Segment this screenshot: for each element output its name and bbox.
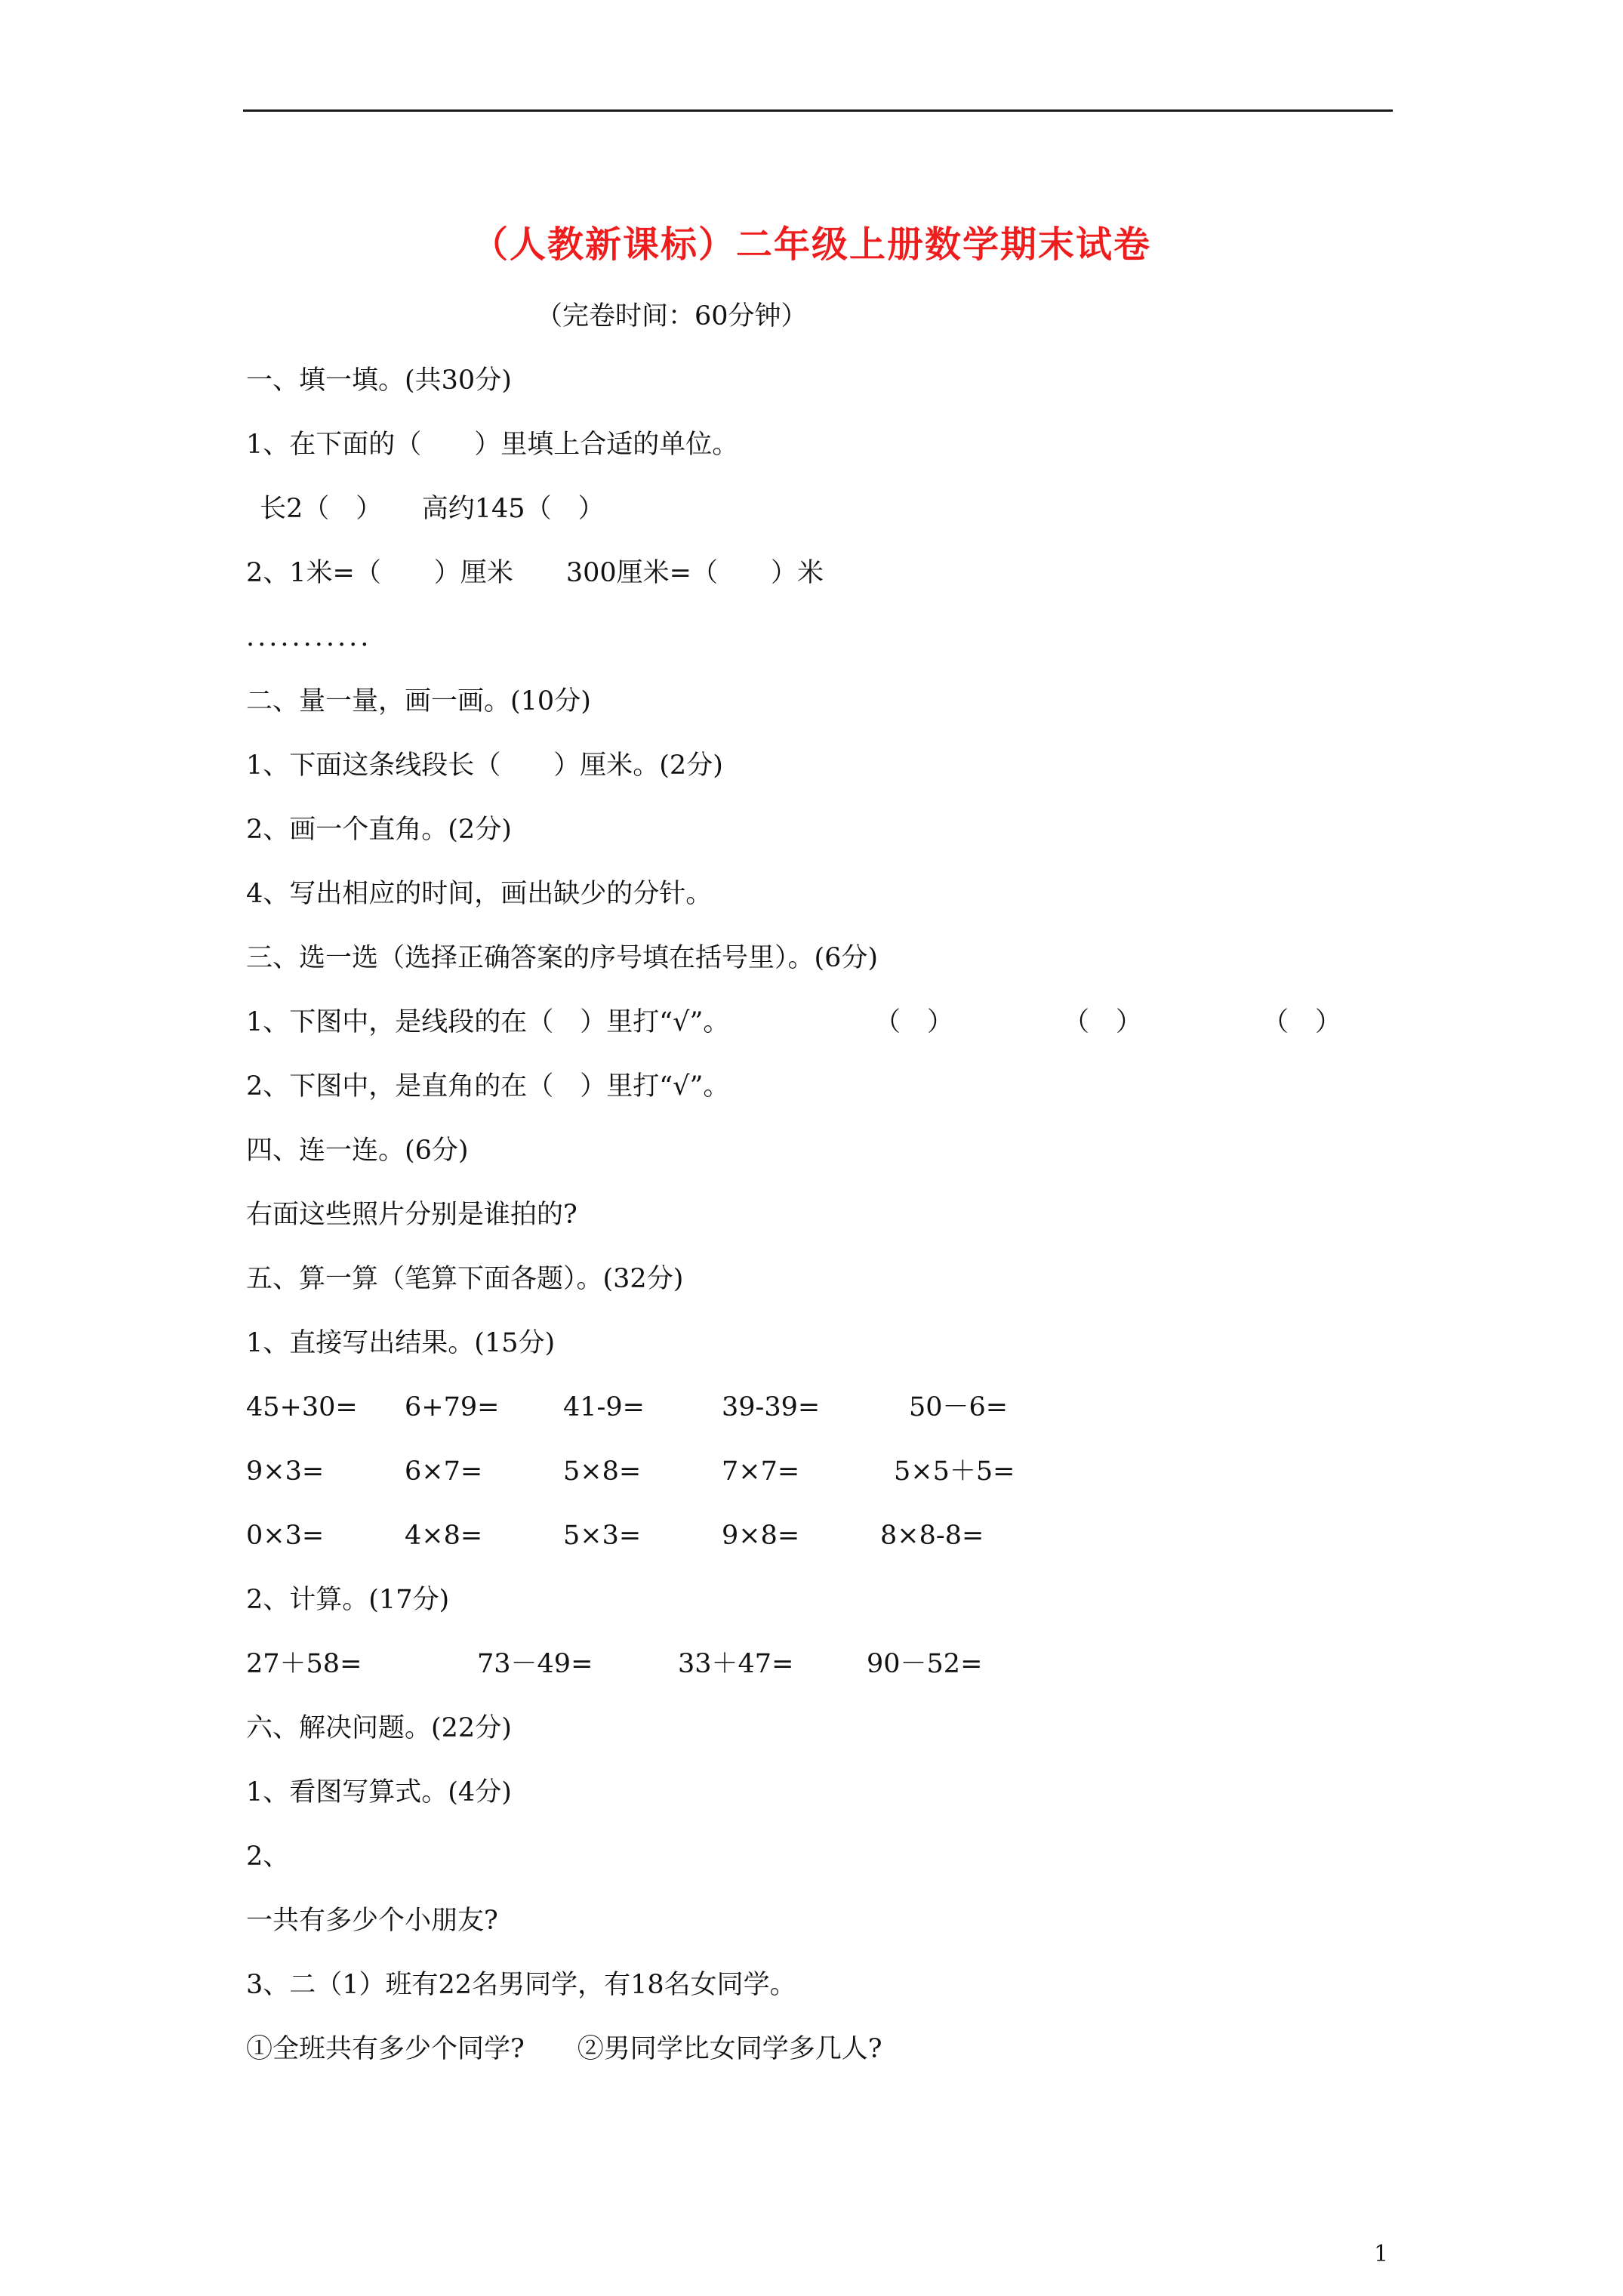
calc-item: 6×7= (405, 1456, 483, 1487)
exam-time: （完卷时间：60分钟） (536, 301, 808, 331)
section6-q3: 3、二（1）班有22名男同学，有18名女同学。 (246, 1970, 796, 2000)
page-title: （人教新课标）二年级上册数学期末试卷 (471, 223, 1151, 266)
section6-heading: 六、解决问题。(22分) (246, 1713, 512, 1743)
section3-q2: 2、下图中，是直角的在（ ）里打“√”。 (246, 1071, 730, 1102)
section4-question: 右面这些照片分别是谁拍的? (246, 1200, 577, 1230)
calc-item: 33＋47= (678, 1649, 794, 1679)
header-rule (243, 109, 1393, 112)
calc-item: 8×8-8= (880, 1521, 984, 1551)
calc-item: 39-39= (722, 1392, 821, 1422)
section6-q2: 2、 (246, 1841, 290, 1872)
calc-item: 73－49= (477, 1649, 593, 1679)
section1-q2: 2、1米=（ ）厘米 300厘米=（ ）米 (246, 558, 824, 588)
section2-heading: 二、量一量，画一画。(10分) (246, 686, 591, 717)
section3-heading: 三、选一选（选择正确答案的序号填在括号里）。(6分) (246, 943, 879, 973)
section3-q1-blank: （ ） (1262, 1007, 1342, 1037)
section1-heading: 一、填一填。(共30分) (246, 365, 512, 396)
section3-q1-blank: （ ） (874, 1007, 954, 1037)
section4-heading: 四、连一连。(6分) (246, 1136, 469, 1166)
calc-item: 7×7= (722, 1456, 800, 1487)
calc-item: 27＋58= (246, 1649, 362, 1679)
section6-q1: 1、看图写算式。(4分) (246, 1777, 512, 1808)
section3-q1: 1、下图中，是线段的在（ ）里打“√”。 (246, 1007, 730, 1037)
section2-q2: 2、画一个直角。(2分) (246, 815, 512, 845)
section6-q2-text: 一共有多少个小朋友? (246, 1906, 498, 1936)
calc-item: 0×3= (246, 1521, 325, 1551)
calc-item: 50－6= (909, 1392, 1009, 1422)
page-number: 1 (1374, 2241, 1389, 2267)
calc-item: 90－52= (867, 1649, 983, 1679)
calc-item: 6+79= (405, 1392, 500, 1422)
calc-item: 9×8= (722, 1521, 800, 1551)
calc-item: 9×3= (246, 1456, 325, 1487)
calc-item: 41-9= (563, 1392, 645, 1422)
section6-q3-subs: ①全班共有多少个同学? ②男同学比女同学多几人? (246, 2034, 882, 2064)
calc-item: 5×3= (563, 1521, 642, 1551)
section2-q4: 4、写出相应的时间，画出缺少的分针。 (246, 879, 713, 909)
section1-q1: 1、在下面的（ ）里填上合适的单位。 (246, 430, 739, 460)
calc-item: 45+30= (246, 1392, 358, 1422)
section1-q1-line: 长2（ ） 高约145（ ） (260, 494, 605, 524)
section3-q1-blank: （ ） (1063, 1007, 1143, 1037)
section5-heading: 五、算一算（笔算下面各题）。(32分) (246, 1264, 684, 1294)
section5-sub1: 1、直接写出结果。(15分) (246, 1328, 556, 1358)
section1-ellipsis: ........... (246, 622, 372, 652)
calc-item: 5×8= (563, 1456, 642, 1487)
calc-item: 4×8= (405, 1521, 483, 1551)
section5-sub2: 2、计算。(17分) (246, 1585, 450, 1615)
section2-q1: 1、下面这条线段长（ ）厘米。(2分) (246, 750, 723, 781)
calc-item: 5×5＋5= (894, 1456, 1015, 1487)
